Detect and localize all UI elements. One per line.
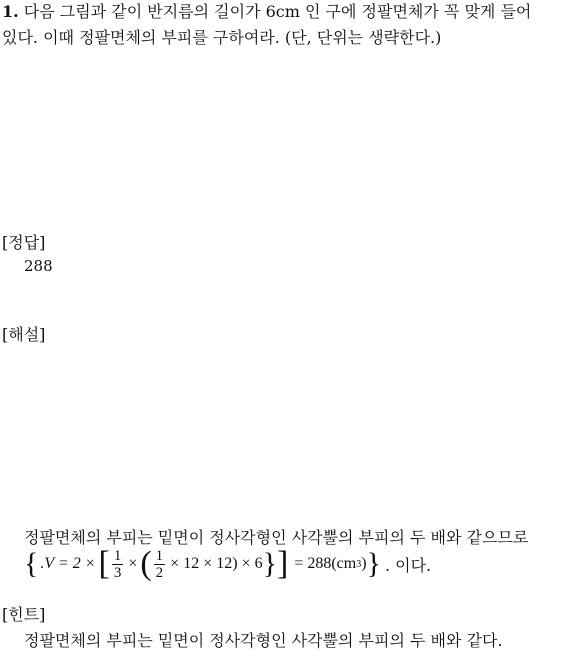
answer-label: [정답] <box>2 233 46 252</box>
formula-times-2: × 6 <box>241 555 263 572</box>
problem-number: 1. <box>2 2 19 21</box>
formula-open-bracket: [ <box>98 545 110 582</box>
formula-fraction-1 <box>112 548 124 581</box>
formula-fraction-2 <box>154 548 166 581</box>
problem-text-2: 있다. 이때 정팔면체의 부피를 구하여라. (단, 단위는 생략한다.) <box>2 28 442 47</box>
fraction-2-denominator: 2 <box>155 564 164 581</box>
hint-label: [힌트] <box>2 605 46 624</box>
formula-close-brace: } <box>366 547 381 580</box>
hint-text: 정팔면체의 부피는 밑면이 정사각형인 사각뿔의 부피의 두 배와 같다. <box>24 631 503 650</box>
formula-close-bracket: ] <box>276 545 289 582</box>
formula-unit-close: ) <box>361 555 367 572</box>
formula-tail: . 이다. <box>384 555 432 575</box>
explanation-text: 정팔면체의 부피는 밑면이 정사각형인 사각뿔의 부피의 두 배와 같으므로 <box>24 528 529 547</box>
formula-open-paren: ( <box>140 545 152 582</box>
formula-exponent: 3 <box>356 558 362 570</box>
formula-middle: × 12 × 12) <box>170 555 238 572</box>
formula-start: .V = 2 × <box>40 555 96 572</box>
formula-equals: = 288(cm <box>294 555 357 572</box>
problem-line-2 <box>2 28 441 48</box>
answer-value: 288 <box>24 257 53 275</box>
formula-inner-brace: } <box>262 547 277 580</box>
explanation-label: [해설] <box>2 325 46 344</box>
formula-times-1: × <box>128 555 138 572</box>
problem-line-1 <box>2 2 531 22</box>
formula-open-brace: { <box>24 547 39 580</box>
fraction-2-numerator: 1 <box>155 547 164 564</box>
problem-text-1: 다음 그림과 같이 반지름의 길이가 6cm 인 구에 정팔면체가 꼭 맞게 들어 <box>23 2 532 21</box>
fraction-1-denominator: 3 <box>113 564 122 581</box>
fraction-1-numerator: 1 <box>113 547 122 564</box>
explanation-formula <box>24 544 431 584</box>
